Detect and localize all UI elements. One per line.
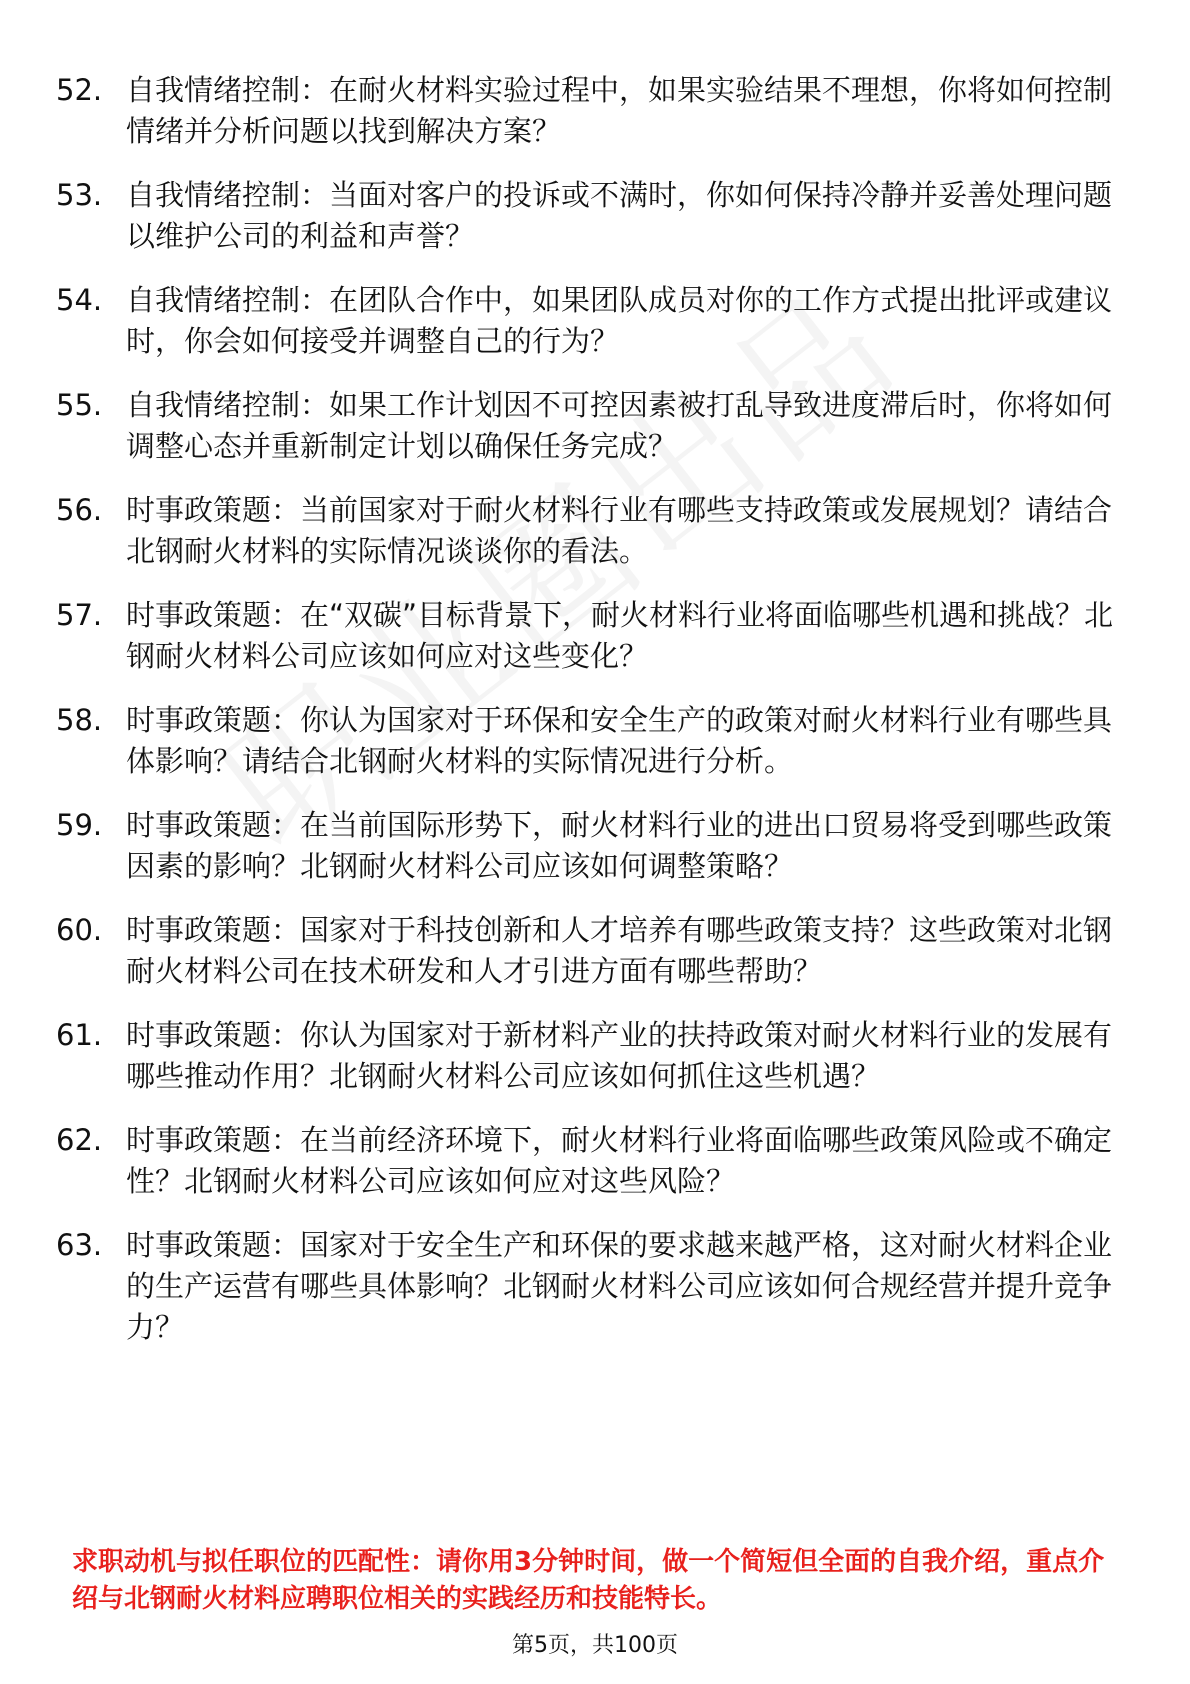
question-item [56,805,1116,887]
question-number: 63. [56,1228,103,1262]
question-item [56,490,1116,572]
question-number: 56. [56,493,103,527]
question-text: 时事政策题：你认为国家对于新材料产业的扶持政策对耐火材料行业的发展有哪些推动作用？北钢耐火材料公司应该如何抓住这些机遇？ [126,1018,1113,1093]
question-text: 时事政策题：在当前经济环境下，耐火材料行业将面临哪些政策风险或不确定性？北钢耐火材料公司应该如何应对这些风险？ [126,1123,1113,1198]
question-text: 时事政策题：在“双碳”目标背景下，耐火材料行业将面临哪些机遇和挑战？北钢耐火材料公司应该如何应对这些变化？ [126,598,1114,673]
question-text: 自我情绪控制：如果工作计划因不可控因素被打乱导致进度滞后时，你将如何调整心态并重新制定计划以确保任务完成？ [126,388,1113,463]
question-item [56,910,1116,992]
question-text: 时事政策题：你认为国家对于环保和安全生产的政策对耐火材料行业有哪些具体影响？请结合北钢耐火材料的实际情况进行分析。 [126,703,1113,778]
question-list [56,70,1116,1371]
question-item [56,1225,1116,1348]
question-number: 59. [56,808,103,842]
question-text: 时事政策题：在当前国际形势下，耐火材料行业的进出口贸易将受到哪些政策因素的影响？北钢耐火材料公司应该如何调整策略？ [126,808,1113,883]
question-item [56,280,1116,362]
question-number: 58. [56,703,103,737]
question-item [56,1120,1116,1202]
question-text: 时事政策题：当前国家对于耐火材料行业有哪些支持政策或发展规划？请结合北钢耐火材料的实际情况谈谈你的看法。 [126,493,1113,568]
question-number: 54. [56,283,103,317]
question-text: 自我情绪控制：在耐火材料实验过程中，如果实验结果不理想，你将如何控制情绪并分析问题以找到解决方案？ [126,73,1113,148]
question-item [56,1015,1116,1097]
question-number: 62. [56,1123,103,1157]
question-number: 57. [56,598,103,632]
question-item [56,385,1116,467]
question-number: 55. [56,388,103,422]
question-item [56,70,1116,152]
question-number: 53. [56,178,103,212]
question-number: 61. [56,1018,103,1052]
question-item [56,175,1116,257]
question-number: 60. [56,913,103,947]
question-text: 时事政策题：国家对于安全生产和环保的要求越来越严格，这对耐火材料企业的生产运营有哪些具体影响？北钢耐火材料公司应该如何合规经营并提升竞争力？ [126,1228,1113,1344]
page-footer: 第5页，共100页 [512,1633,678,1658]
question-text: 自我情绪控制：在团队合作中，如果团队成员对你的工作方式提出批评或建议时，你会如何接受并调整自己的行为？ [126,283,1113,358]
question-item [56,700,1116,782]
question-text: 时事政策题：国家对于科技创新和人才培养有哪些政策支持？这些政策对北钢耐火材料公司在技术研发和人才引进方面有哪些帮助？ [126,913,1113,988]
question-text: 自我情绪控制：当面对客户的投诉或不满时，你如何保持冷静并妥善处理问题以维护公司的利益和声誉？ [126,178,1113,253]
question-item [56,595,1116,677]
question-number: 52. [56,73,103,107]
highlight-note: 求职动机与拟任职位的匹配性：请你用3分钟时间，做一个简短但全面的自我介绍，重点介绍与北钢耐火材料应聘职位相关的实践经历和技能特长。 [72,1547,1105,1614]
